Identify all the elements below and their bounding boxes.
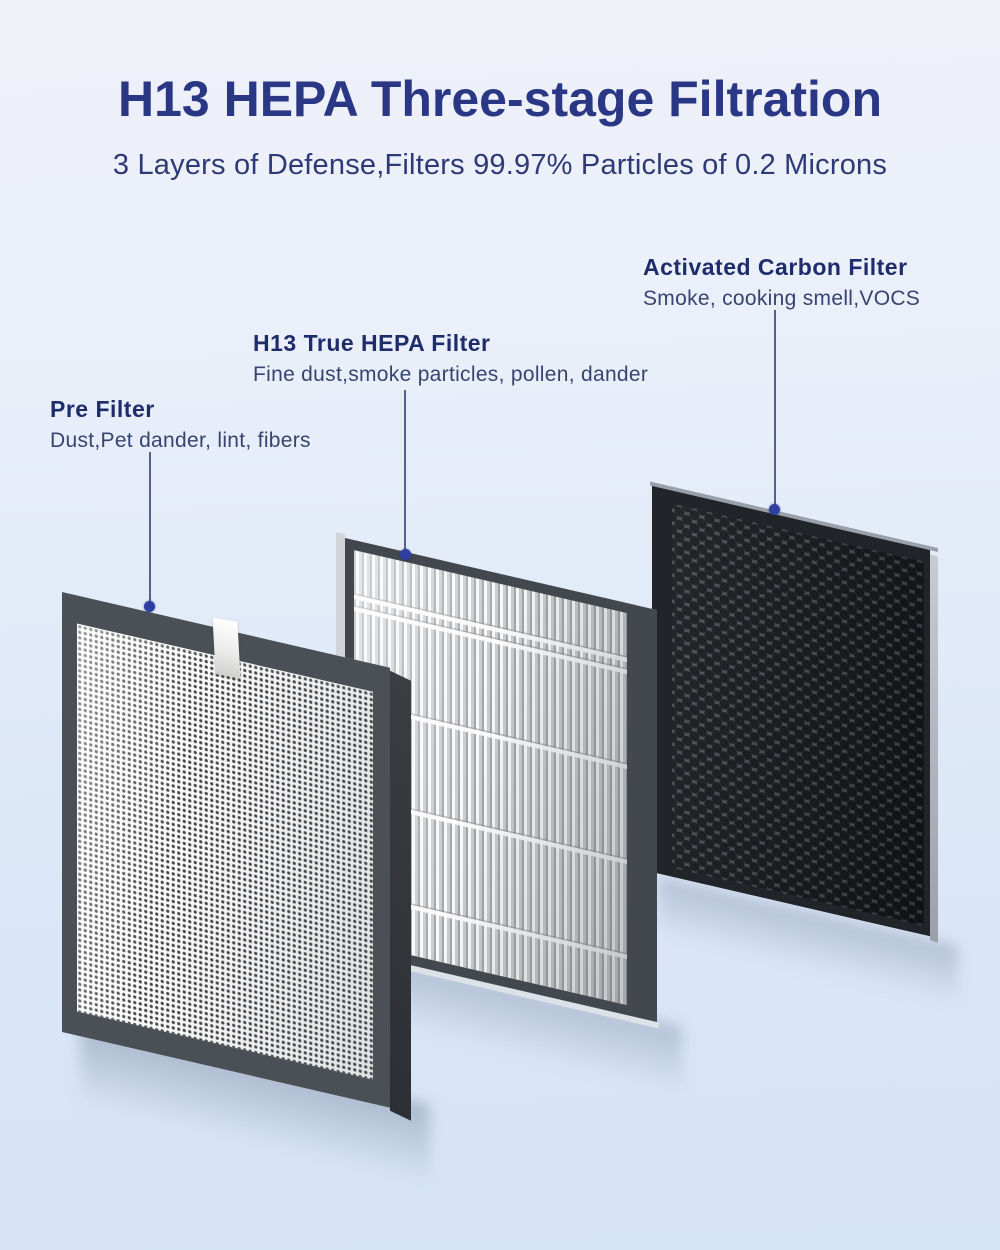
leader-line-carbon-filter	[774, 310, 776, 508]
annotation-desc: Smoke, cooking smell,VOCS	[643, 287, 921, 310]
pre-filter-panel	[62, 592, 390, 1108]
leader-dot-pre-filter	[144, 601, 155, 612]
leader-line-hepa-filter	[404, 390, 406, 552]
annotation-title: Pre Filter	[50, 396, 155, 422]
annotation-pre-filter	[50, 396, 311, 453]
leader-line-pre-filter	[149, 452, 151, 604]
annotation-title: Activated Carbon Filter	[643, 254, 908, 280]
annotation-title: H13 True HEPA Filter	[253, 330, 491, 356]
carbon-side-edge	[930, 554, 938, 943]
page-subtitle: 3 Layers of Defense,Filters 99.97% Particles of 0.2 Microns	[112, 149, 888, 181]
annotation-carbon-filter	[643, 254, 920, 311]
annotation-hepa-filter	[253, 330, 648, 387]
leader-dot-hepa-filter	[400, 549, 411, 560]
pull-tab	[213, 617, 241, 678]
leader-dot-carbon-filter	[769, 504, 780, 515]
page-title: H13 HEPA Three-stage Filtration	[117, 71, 883, 127]
annotation-desc: Dust,Pet dander, lint, fibers	[50, 429, 311, 452]
carbon-filter-panel	[652, 486, 930, 936]
pre-filter-side-edge	[390, 671, 411, 1121]
carbon-honeycomb-face	[652, 486, 930, 936]
annotation-desc: Fine dust,smoke particles, pollen, dander	[253, 363, 649, 386]
